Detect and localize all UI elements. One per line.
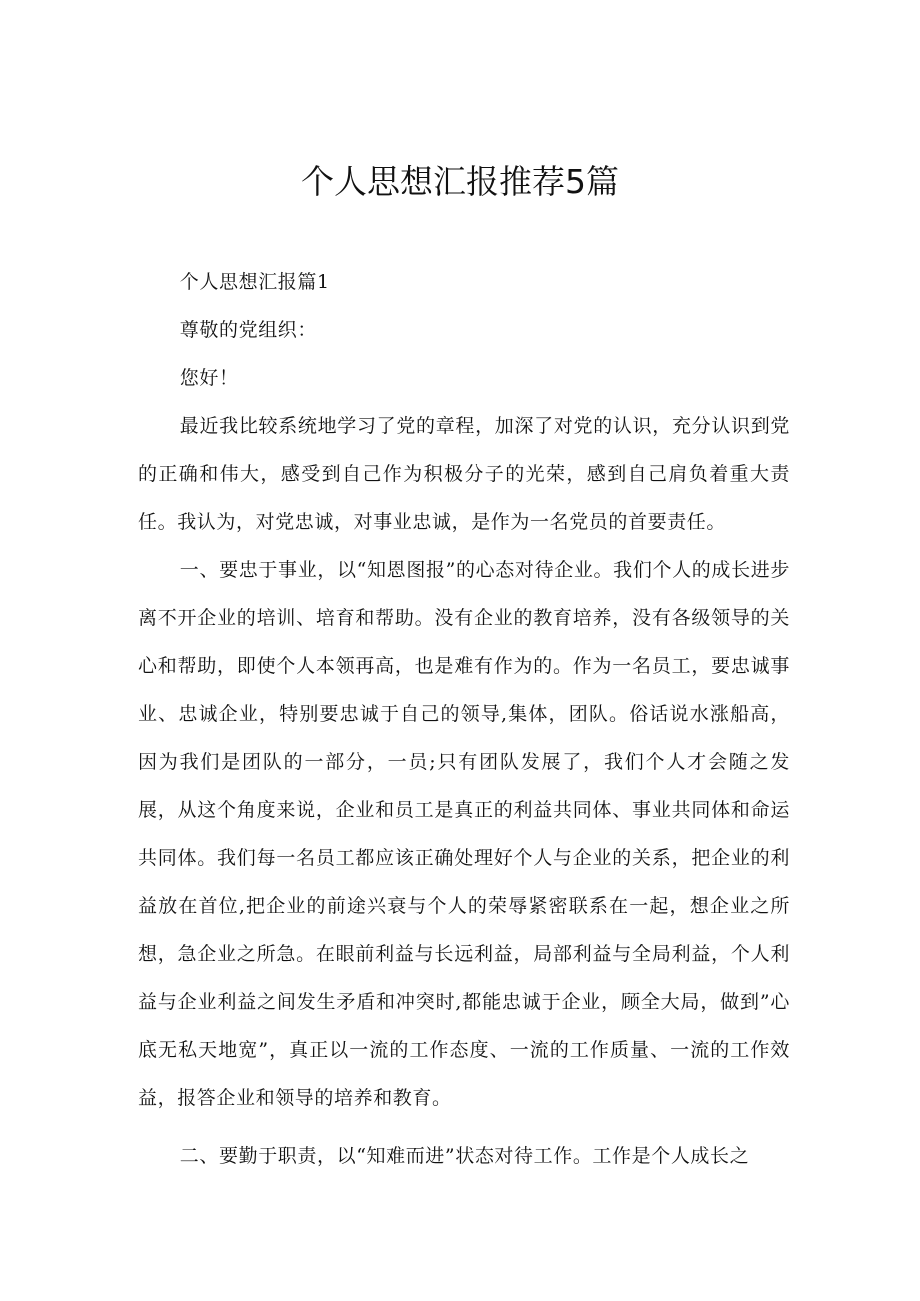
paragraph-point-two: 二、要勤于职责，以“知难而进”状态对待工作。工作是个人成长之 xyxy=(179,1145,750,1167)
section-heading: 个人思想汇报篇1 xyxy=(179,271,330,293)
greeting: 您好！ xyxy=(179,367,239,389)
paragraph-intro: 最近我比较系统地学习了党的章程，加深了对党的认识，充分认识到党的正确和伟大，感受到自己作为积极分子的光荣，感到自己肩负着重大责任。我认为，对党忠诚，对事业忠诚，是作为一名党员的首要责任。 xyxy=(138,415,790,533)
document-title: 个人思想汇报推荐5篇 xyxy=(301,162,619,201)
salutation: 尊敬的党组织： xyxy=(179,319,317,341)
paragraph-point-one: 一、要忠于事业，以“知恩图报”的心态对待企业。我们个人的成长进步离不开企业的培训、培育和帮助。没有企业的教育培养，没有各级领导的关心和帮助，即使个人本领再高，也是难有作为的。作为一名员工，要忠诚事业、忠诚企业，特别要忠诚于自己的领导,集体，团队。俗话说水涨船高，因为我们是团队的一部分，一员;只有团队发展了，我们个人才会随之发展，从这个角度来说，企业和员工是真正的利益共同体、事业共同体和命运共同体。我们每一名员工都应该正确处理好个人与企业的关系，把企业的利益放在首位,把企业的前途兴衰与个人的荣辱紧密联系在一起，想企业之所想，急企业之所急。在眼前利益与长远利益，局部利益与全局利益，个人利益与企业利益之间发生矛盾和冲突时,都能忠诚于企业，顾全大局，做到”心底无私天地宽”，真正以一流的工作态度、一流的工作质量、一流的工作效益，报答企业和领导的培养和教育。 xyxy=(138,559,790,1109)
document-body xyxy=(138,258,790,1180)
